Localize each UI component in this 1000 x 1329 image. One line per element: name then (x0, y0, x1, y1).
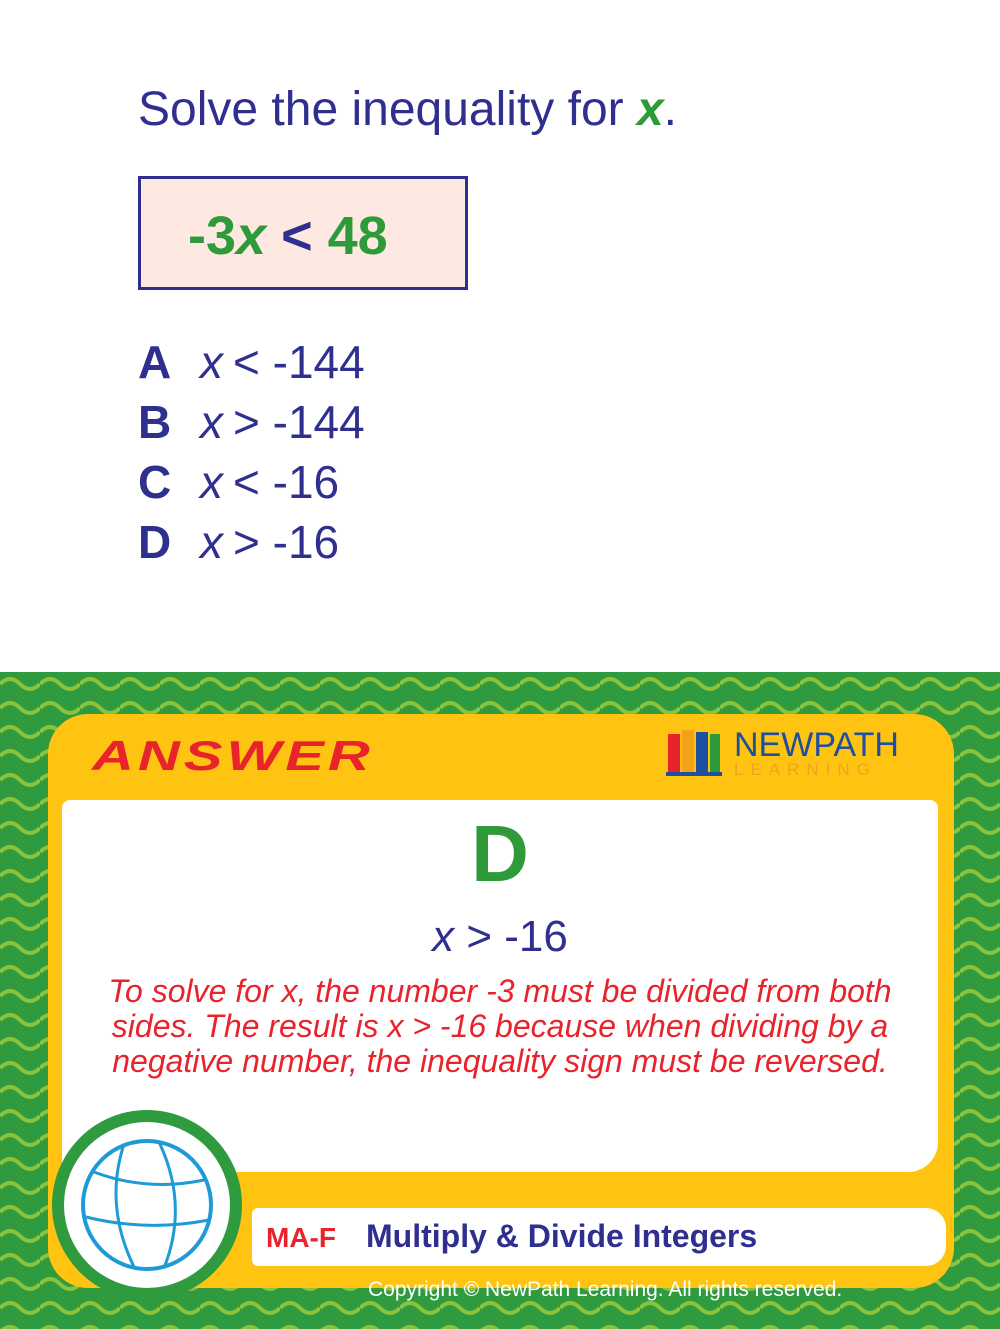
choice-letter: D (138, 516, 172, 568)
newpath-logo (666, 726, 916, 782)
equation-constant: 48 (327, 206, 388, 266)
choice-operator: > (233, 396, 260, 448)
copyright-text: Copyright © NewPath Learning. All rights reserved. (368, 1278, 843, 1301)
choice-operator: < (233, 456, 260, 508)
choice-operator: < (233, 336, 260, 388)
answer-expression-value: > -16 (466, 912, 568, 961)
answer-explanation: To solve for x, the number -3 must be divided from both sides. The result is x > -16 because when dividing by a negative number, the inequality sign must be reversed. (108, 973, 892, 1079)
choice-b[interactable] (138, 392, 365, 452)
choice-variable: x (200, 516, 223, 568)
badge-inner (64, 1122, 230, 1288)
logo-text-top: NEWPATH (734, 726, 899, 764)
basketball-icon (64, 1122, 230, 1288)
choice-c[interactable] (138, 452, 365, 512)
choice-operator: > (233, 516, 260, 568)
answer-letter: D (471, 809, 529, 898)
choice-letter: C (138, 456, 172, 508)
equation (188, 205, 388, 267)
choice-variable: x (200, 336, 223, 388)
equation-coefficient: -3 (188, 206, 237, 266)
question-suffix: . (663, 83, 678, 136)
choice-value: -16 (272, 516, 340, 568)
choice-variable: x (200, 396, 223, 448)
topic-code: MA-F (266, 1222, 336, 1253)
question-variable: x (636, 83, 664, 136)
equation-variable: x (236, 206, 267, 266)
choice-a[interactable] (138, 332, 365, 392)
choice-d[interactable] (138, 512, 365, 572)
choice-letter: A (138, 336, 172, 388)
choice-value: -144 (272, 336, 365, 388)
answer-expression (0, 912, 1000, 962)
answer-variable: x (432, 912, 455, 961)
choice-value: -144 (272, 396, 365, 448)
equation-operator: < (281, 206, 313, 266)
answer-section (0, 672, 1000, 1329)
choice-variable: x (200, 456, 223, 508)
badge-circle (52, 1110, 242, 1300)
equation-box (138, 176, 468, 290)
choice-letter: B (138, 396, 172, 448)
books-icon (666, 728, 722, 778)
logo-text-bottom: LEARNING (734, 760, 877, 779)
answer-choices (138, 332, 365, 572)
topic-label: Multiply & Divide Integers (366, 1218, 758, 1254)
choice-value: -16 (272, 456, 340, 508)
question-text (138, 82, 677, 137)
question-prefix: Solve the inequality for (138, 83, 637, 136)
answer-title: ANSWER (92, 732, 374, 780)
